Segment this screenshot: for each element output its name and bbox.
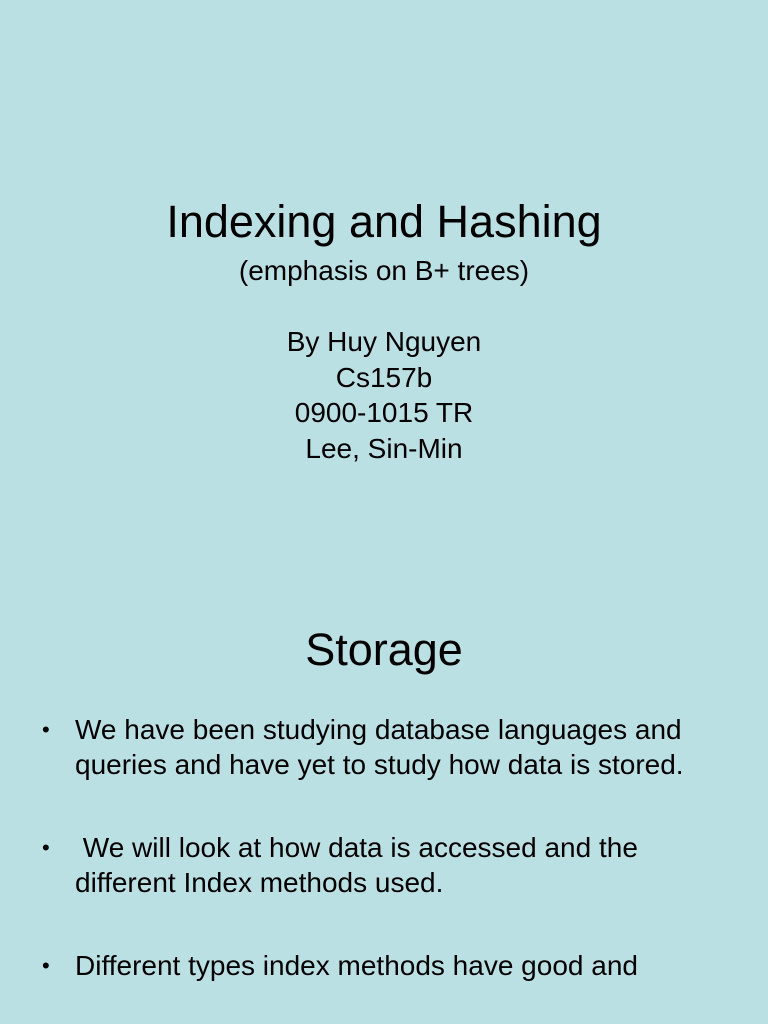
bullet-text: We have been studying database languages and queries and have yet to study how data is stored. (75, 714, 684, 780)
class-time: 0900-1015 TR (294, 397, 474, 428)
bullet-item (0, 830, 768, 900)
bullet-list (0, 712, 768, 1024)
course-code: Cs157b (335, 361, 433, 393)
bullet-dot-icon: • (42, 835, 50, 860)
instructor-name: Lee, Sin-Min (305, 432, 463, 464)
storage-slide (0, 576, 768, 1024)
slide-title: Indexing and Hashing (166, 196, 602, 247)
bullet-dot-icon: • (42, 953, 50, 978)
author-info (0, 324, 768, 466)
bullet-dot-icon: • (42, 717, 50, 742)
slide-subtitle: (emphasis on B+ trees) (238, 255, 530, 286)
bullet-text: We will look at how data is accessed and the different Index methods used. (75, 832, 646, 898)
author-name: By Huy Nguyen (286, 326, 482, 357)
bullet-text: Different types index methods have good and (75, 950, 638, 981)
slide-heading: Storage (305, 624, 463, 675)
bullet-item (0, 712, 768, 782)
bullet-item (0, 948, 768, 983)
